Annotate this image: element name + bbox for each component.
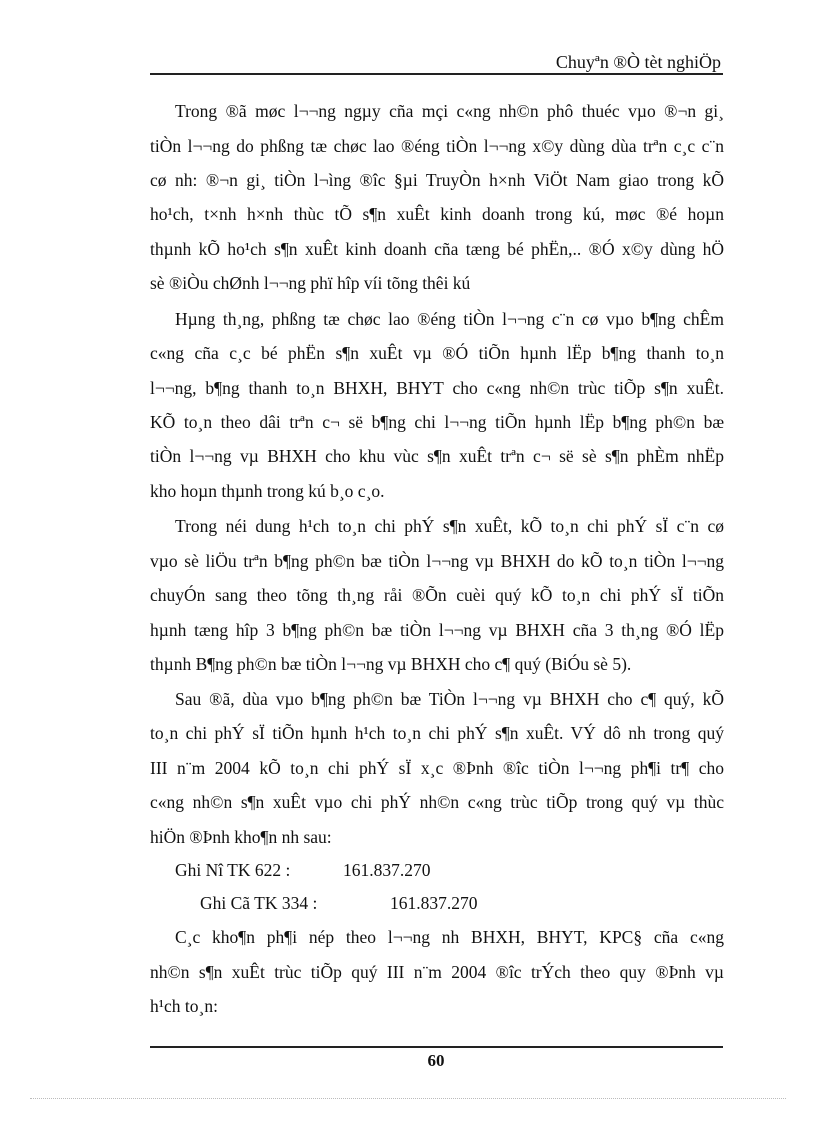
body-line: tiÒn l¬¬ng vµ BHXH cho khu vùc s¶n xuÊt trªn c¬ së sè s¶n phÈm nhËp	[150, 446, 724, 466]
journal-amount: 161.837.270	[343, 860, 431, 880]
body-line: vµo sè liÖu trªn b¶ng ph©n bæ tiÒn l¬¬ng vµ BHXH do kÕ to¸n tiÒn l¬¬ng	[150, 551, 724, 571]
body-line: thµnh B¶ng ph©n bæ tiÒn l¬¬ng vµ BHXH cho c¶ quý (BiÓu sè 5).	[150, 654, 632, 674]
body-line: tiÒn l¬¬ng do phßng tæ chøc lao ®éng tiÒn l¬¬ng x©y dùng dùa trªn c¸c c¨n	[150, 136, 724, 156]
body-line: hiÖn ®Þnh kho¶n nh sau:	[150, 827, 332, 847]
body-line: KÕ to¸n theo dâi trªn c¬ së b¶ng chi l¬¬ng tiÕn hµnh lËp b¶ng ph©n bæ	[150, 412, 724, 432]
body-line: Trong ®ã møc l¬¬ng ngµy cña mçi c«ng nh©n phô thuéc vµo ®¬n gi¸	[175, 101, 724, 121]
body-line: Sau ®ã, dùa vµo b¶ng ph©n bæ TiÒn l¬¬ng vµ BHXH cho c¶ quý, kÕ	[175, 689, 724, 709]
journal-label: Ghi Nî TK 622 :	[175, 860, 291, 880]
journal-entry-debit	[175, 859, 749, 881]
body-line: ho¹ch, t×nh h×nh thùc tÕ s¶n xuÊt kinh doanh trong kú, møc ®é hoµn	[150, 204, 724, 224]
header-rule	[150, 73, 723, 75]
journal-entry-credit	[200, 892, 774, 914]
body-line: C¸c kho¶n ph¶i nép theo l¬¬ng nh BHXH, BHYT, KPC§ cña c«ng	[175, 927, 724, 947]
body-line: chuyÓn sang theo tõng th¸ng råi ®Õn cuèi quý kÕ to¸n chi phÝ sÏ tiÕn	[150, 585, 724, 605]
header-title: Chuyªn ®Ò tèt nghiÖp	[555, 52, 721, 72]
body-line: l¬¬ng, b¶ng thanh to¸n BHXH, BHYT cho c«ng nh©n trùc tiÕp s¶n xuÊt.	[150, 378, 724, 398]
body-line: c«ng cña c¸c bé phËn s¶n xuÊt vµ ®Ó tiÕn hµnh lËp b¶ng thanh to¸n	[150, 343, 724, 363]
body-line: sè ®iÒu chØnh l¬¬ng phï hîp víi tõng thêi kú	[150, 273, 471, 293]
body-line: cø nh: ®¬n gi¸ tiÒn l¬ìng ®îc §µi TruyÒn h×nh ViÖt Nam giao trong kÕ	[150, 170, 724, 190]
page-number: 60	[427, 1051, 445, 1070]
body-line: h¹ch to¸n:	[150, 996, 218, 1016]
body-line: hµnh tæng hîp 3 b¶ng ph©n bæ tiÒn l¬¬ng vµ BHXH cña 3 th¸ng ®Ó lËp	[150, 620, 724, 640]
body-line: III n¨m 2004 kÕ to¸n chi phÝ sÏ x¸c ®Þnh ®îc tiÒn l¬¬ng ph¶i tr¶ cho	[150, 758, 724, 778]
journal-label: Ghi Cã TK 334 :	[200, 893, 318, 913]
body-line: c«ng nh©n s¶n xuÊt vµo chi phÝ nh©n c«ng trùc tiÕp trong quý vµ thùc	[150, 792, 724, 812]
page-edge-dotted	[30, 1098, 786, 1099]
body-line: kho hoµn thµnh trong kú b¸o c¸o.	[150, 481, 385, 501]
body-line: nh©n s¶n xuÊt trùc tiÕp quý III n¨m 2004 ®îc trÝch theo quy ®Þnh vµ	[150, 962, 724, 982]
journal-amount: 161.837.270	[390, 893, 478, 913]
body-line: to¸n chi phÝ sÏ tiÕn hµnh h¹ch to¸n chi phÝ s¶n xuÊt. VÝ dô nh trong quý	[150, 723, 724, 743]
body-line: Trong néi dung h¹ch to¸n chi phÝ s¶n xuÊt, kÕ to¸n chi phÝ sÏ c¨n cø	[175, 516, 724, 536]
footer-rule	[150, 1046, 723, 1048]
body-line: Hµng th¸ng, phßng tæ chøc lao ®éng tiÒn l¬¬ng c¨n cø vµo b¶ng chÊm	[175, 309, 724, 329]
body-line: thµnh kÕ ho¹ch s¶n xuÊt kinh doanh cña tæng bé phËn,.. ®Ó x©y dùng hÖ	[150, 239, 724, 259]
